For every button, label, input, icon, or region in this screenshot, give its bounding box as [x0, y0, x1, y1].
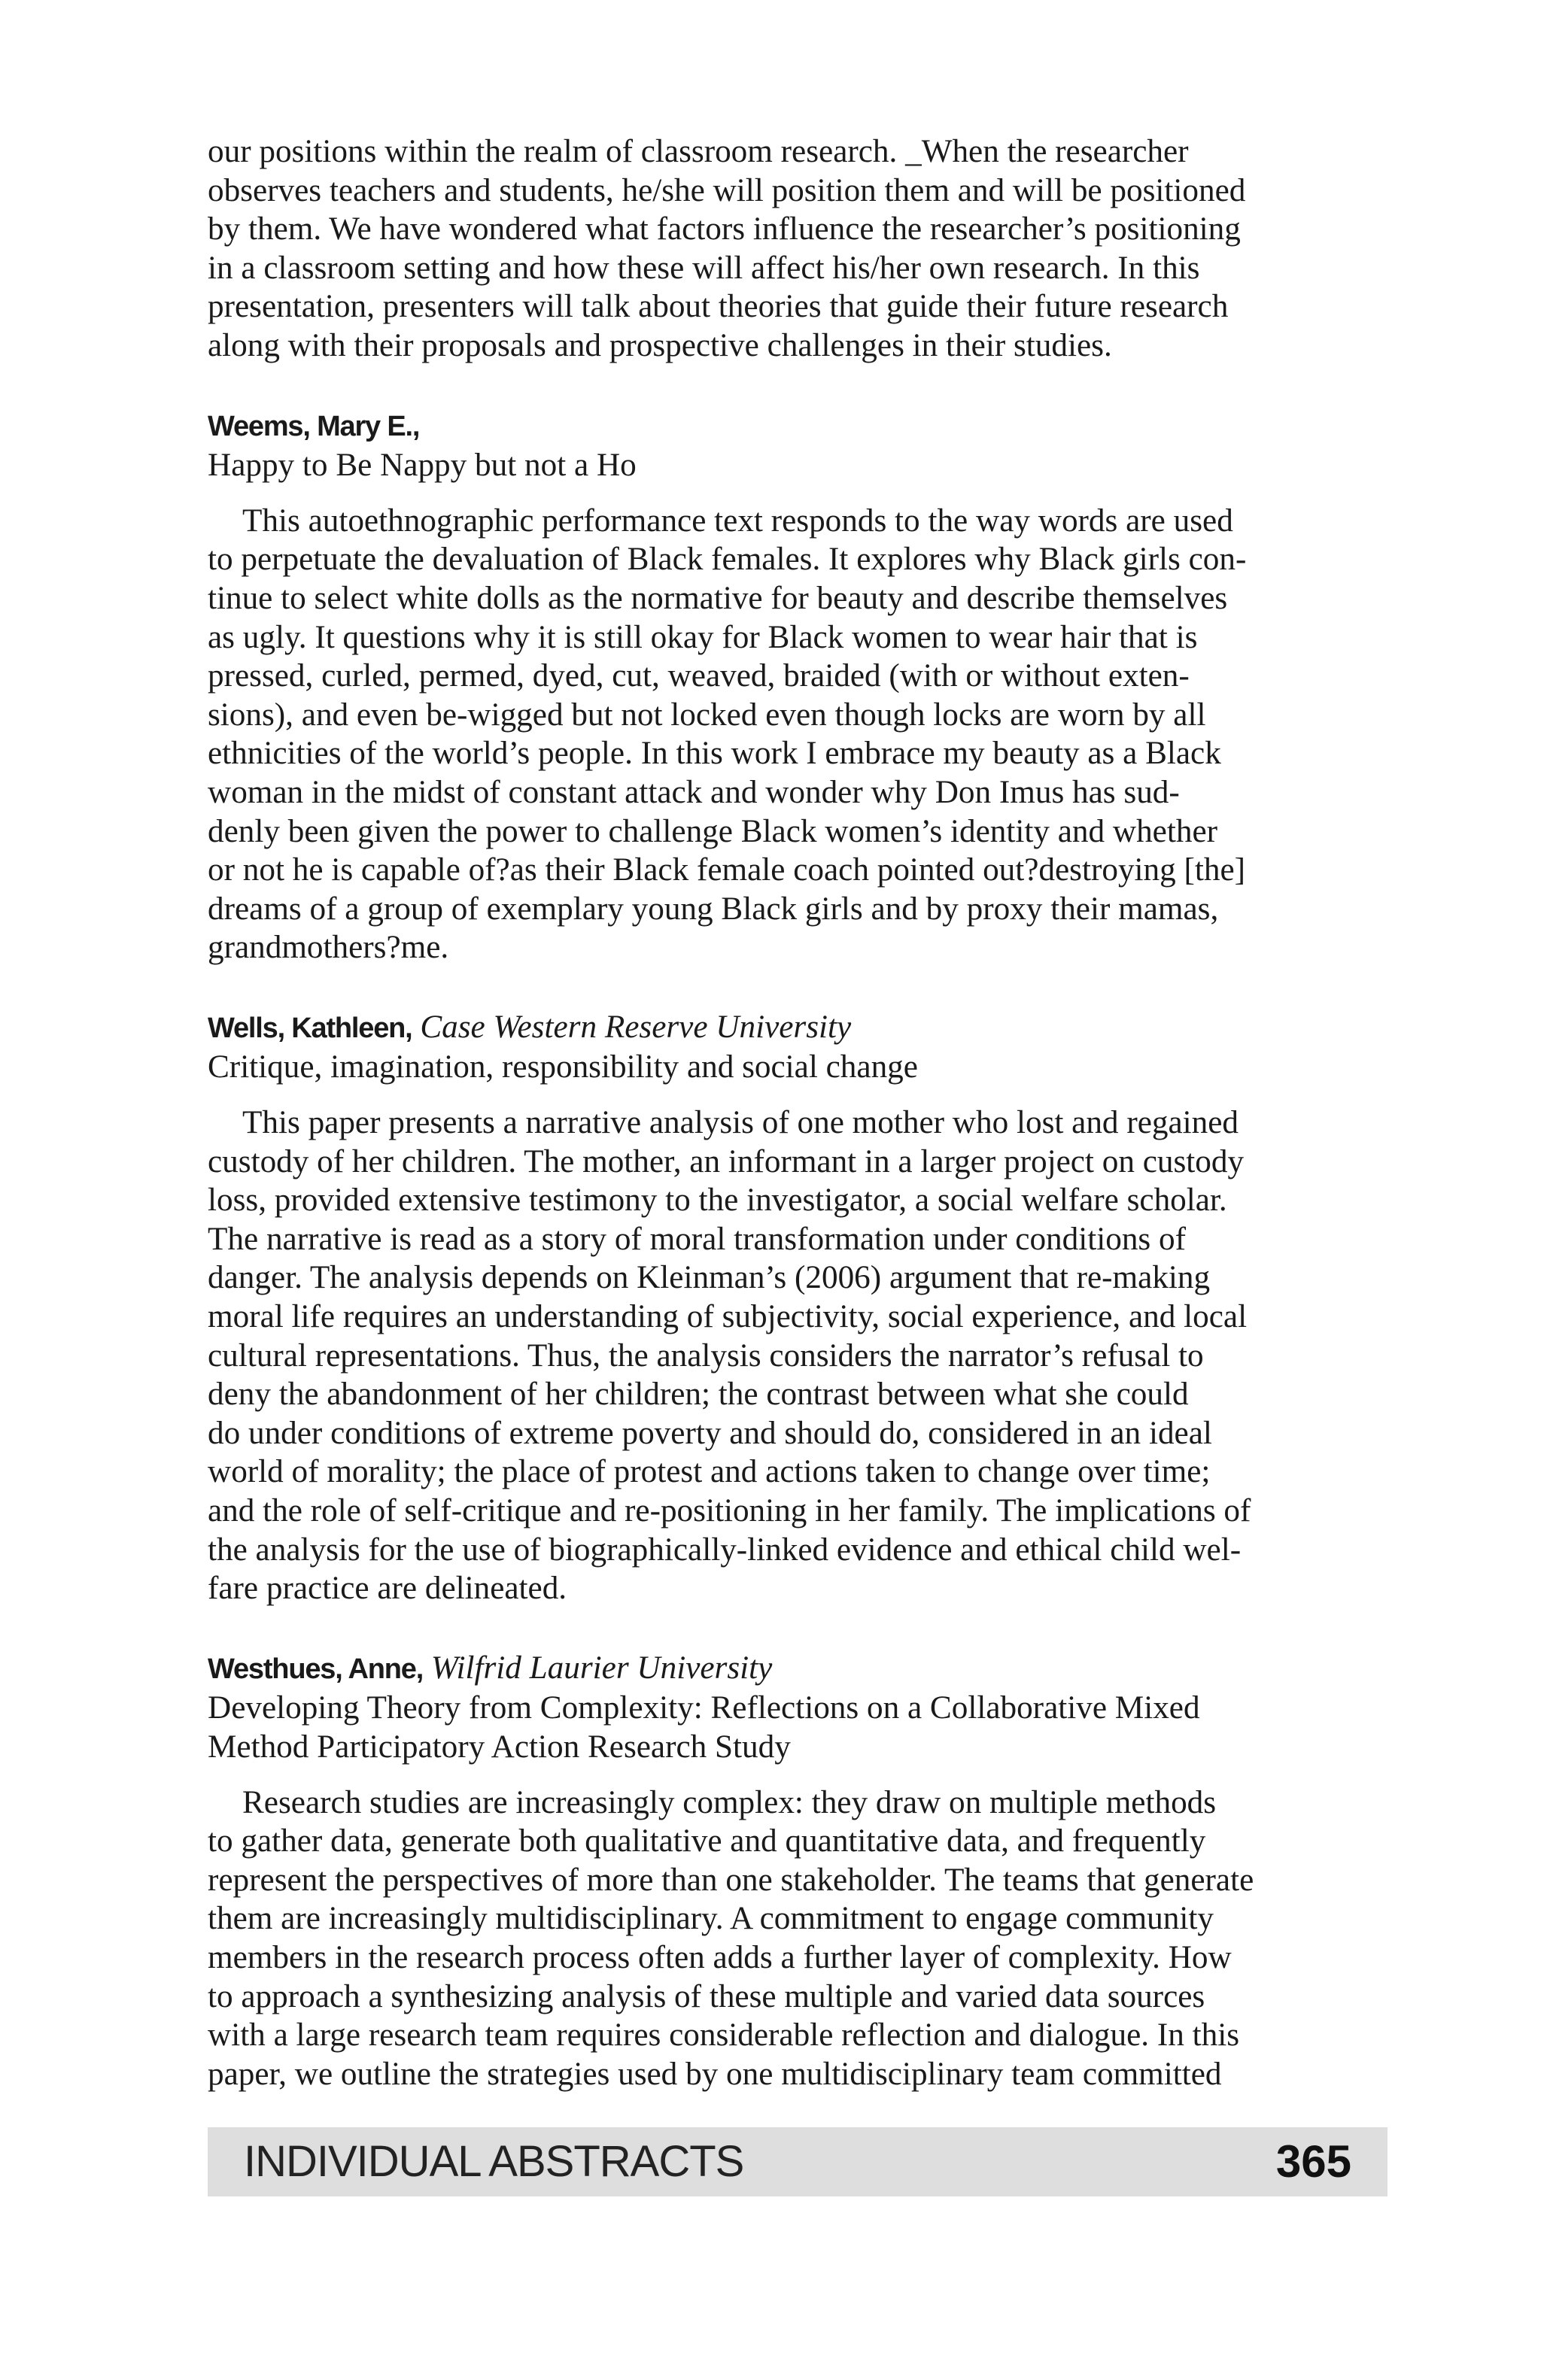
text-line: danger. The analysis depends on Kleinman’s (2006) argument that re-making [208, 1260, 1211, 1296]
text-line: them are increasingly multidisciplinary. A commitment to engage community [208, 1901, 1214, 1937]
text-line: to approach a synthesizing analysis of these multiple and varied data sources [208, 1978, 1205, 2014]
abstract-entry-weems [208, 406, 1391, 967]
page-footer [208, 2127, 1388, 2196]
abstract-title: Happy to Be Nappy but not a Ho [208, 448, 637, 484]
text-line: to perpetuate the devaluation of Black females. It explores why Black girls con- [208, 542, 1247, 578]
abstract-entry-wells [208, 1008, 1391, 1608]
text-line: moral life requires an understanding of subjectivity, social experience, and local [208, 1299, 1248, 1335]
footer-section-label: INDIVIDUAL ABSTRACTS [244, 2137, 744, 2186]
abstract-title: Critique, imagination, responsibility and social change [208, 1049, 918, 1085]
text-line: pressed, curled, permed, dyed, cut, weaved, braided (with or without exten- [208, 658, 1190, 694]
text-line: to gather data, generate both qualitative and quantitative data, and frequently [208, 1823, 1206, 1859]
text-line: The narrative is read as a story of moral transformation under conditions of [208, 1221, 1187, 1257]
author-line [208, 1649, 1391, 1689]
text-line: members in the research process often adds a further layer of complexity. How [208, 1939, 1232, 1975]
text-line: This autoethnographic performance text responds to the way words are used [242, 502, 1233, 539]
text-line: fare practice are delineated. [208, 1571, 567, 1607]
text-line: observes teachers and students, he/she will position them and will be positioned [208, 172, 1246, 208]
text-line: by them. We have wondered what factors influence the researcher’s positioning [208, 211, 1241, 247]
author-affiliation: Case Western Reserve University [420, 1009, 852, 1045]
text-line: Research studies are increasingly complex: they draw on multiple methods [242, 1784, 1217, 1820]
abstract-text [208, 1783, 1391, 2094]
author-line [208, 1008, 1391, 1049]
text-line: tinue to select white dolls as the normative for beauty and describe themselves [208, 580, 1228, 616]
text-line: or not he is capable of?as their Black female coach pointed out?destroying [the] [208, 852, 1246, 888]
text-line: grandmothers?me. [208, 930, 449, 966]
author-name: Wells, Kathleen, [208, 1012, 412, 1044]
text-line: do under conditions of extreme poverty and should do, considered in an ideal [208, 1415, 1212, 1451]
text-line: represent the perspectives of more than one stakeholder. The teams that generate [208, 1862, 1254, 1898]
text-line: along with their proposals and prospective challenges in their studies. [208, 327, 1112, 363]
text-line: This paper presents a narrative analysis of one mother who lost and regained [242, 1105, 1239, 1141]
text-line: cultural representations. Thus, the analysis considers the narrator’s refusal to [208, 1337, 1204, 1374]
text-line: deny the abandonment of her children; the contrast between what she could [208, 1377, 1189, 1413]
abstract-title-continued: Method Participatory Action Research Study [208, 1729, 791, 1765]
text-line: as ugly. It questions why it is still okay for Black women to wear hair that is [208, 619, 1198, 655]
page-body [208, 132, 1391, 2093]
text-line: sions), and even be-wigged but not locked even though locks are worn by all [208, 697, 1206, 733]
abstract-text [208, 502, 1391, 967]
text-line: our positions within the realm of classroom research. _When the researcher [208, 134, 1189, 169]
text-line: denly been given the power to challenge Black women’s identity and whether [208, 813, 1217, 849]
text-line: the analysis for the use of biographically-linked evidence and ethical child wel- [208, 1532, 1242, 1568]
abstract-entry-westhues [208, 1649, 1391, 2094]
text-line: custody of her children. The mother, an informant in a larger project on custody [208, 1143, 1245, 1179]
text-line: presentation, presenters will talk about theories that guide their future research [208, 289, 1229, 325]
text-line: in a classroom setting and how these will affect his/her own research. In this [208, 250, 1200, 286]
intro-paragraph [208, 132, 1391, 366]
text-line: woman in the midst of constant attack and wonder why Don Imus has sud- [208, 774, 1180, 810]
abstract-text [208, 1103, 1391, 1608]
author-affiliation: Wilfrid Laurier University [430, 1650, 773, 1686]
author-line [208, 406, 1391, 447]
text-line: dreams of a group of exemplary young Black girls and by proxy their mamas, [208, 891, 1219, 927]
page-number: 365 [1275, 2136, 1351, 2187]
author-name: Westhues, Anne, [208, 1653, 424, 1685]
text-line: loss, provided extensive testimony to the investigator, a social welfare scholar. [208, 1182, 1227, 1219]
author-name: Weems, Mary E., [208, 410, 420, 442]
text-line: with a large research team requires considerable reflection and dialogue. In this [208, 2017, 1240, 2054]
text-line: and the role of self-critique and re-positioning in her family. The implications of [208, 1493, 1251, 1528]
text-line: world of morality; the place of protest and actions taken to change over time; [208, 1454, 1211, 1490]
abstract-title: Developing Theory from Complexity: Reflections on a Collaborative Mixed [208, 1690, 1200, 1726]
text-line: ethnicities of the world’s people. In this work I embrace my beauty as a Black [208, 736, 1221, 772]
text-line: paper, we outline the strategies used by one multidisciplinary team committed [208, 2056, 1222, 2092]
